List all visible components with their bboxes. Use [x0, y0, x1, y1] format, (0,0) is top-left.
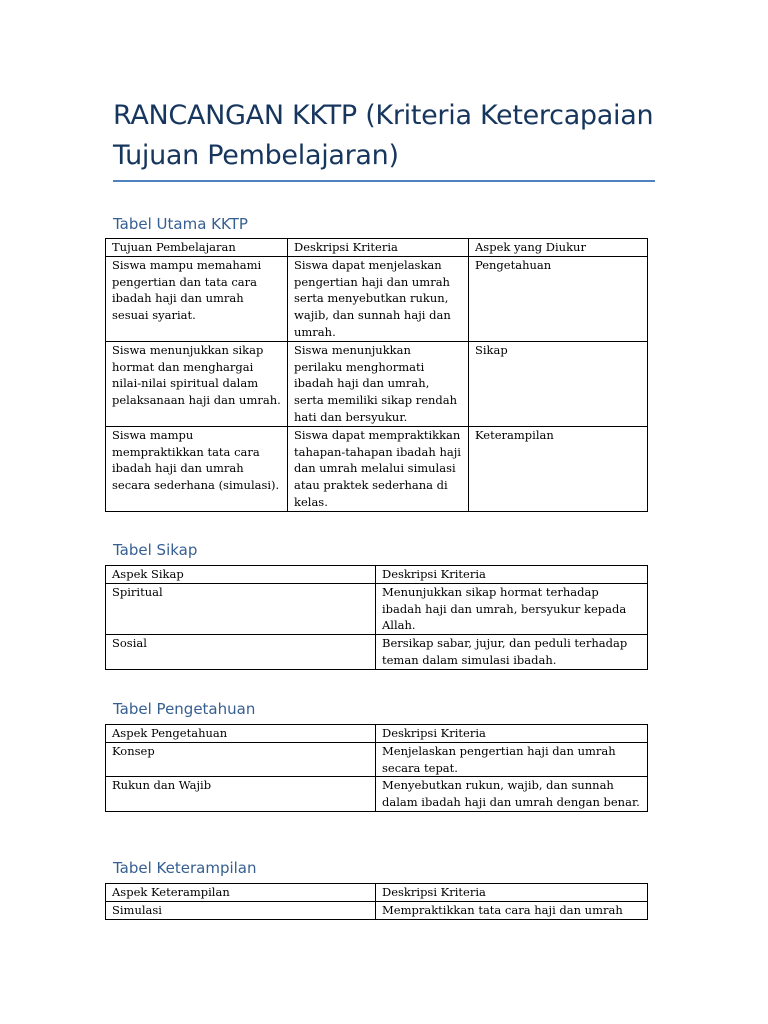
table-cell: Konsep [106, 742, 376, 777]
table-row [106, 341, 648, 426]
table-keterampilan [105, 883, 648, 920]
table-header-row [106, 566, 648, 584]
table-sikap [105, 565, 648, 670]
table-row [106, 901, 648, 919]
table-row [106, 583, 648, 634]
header-cell: Aspek Sikap [106, 566, 376, 584]
table-row [106, 742, 648, 777]
header-cell: Aspek yang Diukur [469, 239, 648, 257]
header-cell: Deskripsi Kriteria [288, 239, 469, 257]
table-header-row [106, 884, 648, 902]
header-cell: Deskripsi Kriteria [376, 566, 648, 584]
table-row [106, 635, 648, 670]
header-cell: Deskripsi Kriteria [376, 725, 648, 743]
table-cell: Spiritual [106, 583, 376, 634]
table-header-row [106, 725, 648, 743]
table-utama-kktp [105, 238, 648, 512]
heading-tabel-keterampilan: Tabel Keterampilan [113, 859, 257, 877]
title-underline [113, 180, 655, 182]
table-cell: Siswa dapat menjelaskan pengertian haji dan umrah serta menyebutkan rukun, wajib, dan sunnah haji dan umrah. [288, 256, 469, 341]
table-cell: Siswa mampu memahami pengertian dan tata cara ibadah haji dan umrah sesuai syariat. [106, 256, 288, 341]
table-cell: Siswa mampu mempraktikkan tata cara ibadah haji dan umrah secara sederhana (simulasi). [106, 426, 288, 511]
header-cell: Aspek Keterampilan [106, 884, 376, 902]
table-pengetahuan [105, 724, 648, 812]
heading-tabel-pengetahuan: Tabel Pengetahuan [113, 700, 256, 718]
table-header-row [106, 239, 648, 257]
table-cell: Sosial [106, 635, 376, 670]
heading-tabel-utama: Tabel Utama KKTP [113, 215, 248, 233]
heading-tabel-sikap: Tabel Sikap [113, 541, 198, 559]
document-title: RANCANGAN KKTP (Kriteria Ketercapaian Tujuan Pembelajaran) [113, 100, 654, 171]
table-cell: Siswa menunjukkan perilaku menghormati ibadah haji dan umrah, serta memiliki sikap rendah hati dan bersyukur. [288, 341, 469, 426]
table-cell: Menjelaskan pengertian haji dan umrah secara tepat. [376, 742, 648, 777]
header-cell: Deskripsi Kriteria [376, 884, 648, 902]
table-cell: Bersikap sabar, jujur, dan peduli terhadap teman dalam simulasi ibadah. [376, 635, 648, 670]
table-cell: Menunjukkan sikap hormat terhadap ibadah haji dan umrah, bersyukur kepada Allah. [376, 583, 648, 634]
table-row [106, 256, 648, 341]
table-cell: Rukun dan Wajib [106, 777, 376, 812]
table-cell: Simulasi [106, 901, 376, 919]
table-cell: Menyebutkan rukun, wajib, dan sunnah dalam ibadah haji dan umrah dengan benar. [376, 777, 648, 812]
table-cell: Pengetahuan [469, 256, 648, 341]
header-cell: Aspek Pengetahuan [106, 725, 376, 743]
table-row [106, 777, 648, 812]
table-cell: Keterampilan [469, 426, 648, 511]
table-cell: Sikap [469, 341, 648, 426]
table-cell: Siswa menunjukkan sikap hormat dan menghargai nilai-nilai spiritual dalam pelaksanaan haji dan umrah. [106, 341, 288, 426]
table-cell: Siswa dapat mempraktikkan tahapan-tahapan ibadah haji dan umrah melalui simulasi atau praktek sederhana di kelas. [288, 426, 469, 511]
table-cell: Mempraktikkan tata cara haji dan umrah [376, 901, 648, 919]
header-cell: Tujuan Pembelajaran [106, 239, 288, 257]
table-row [106, 426, 648, 511]
